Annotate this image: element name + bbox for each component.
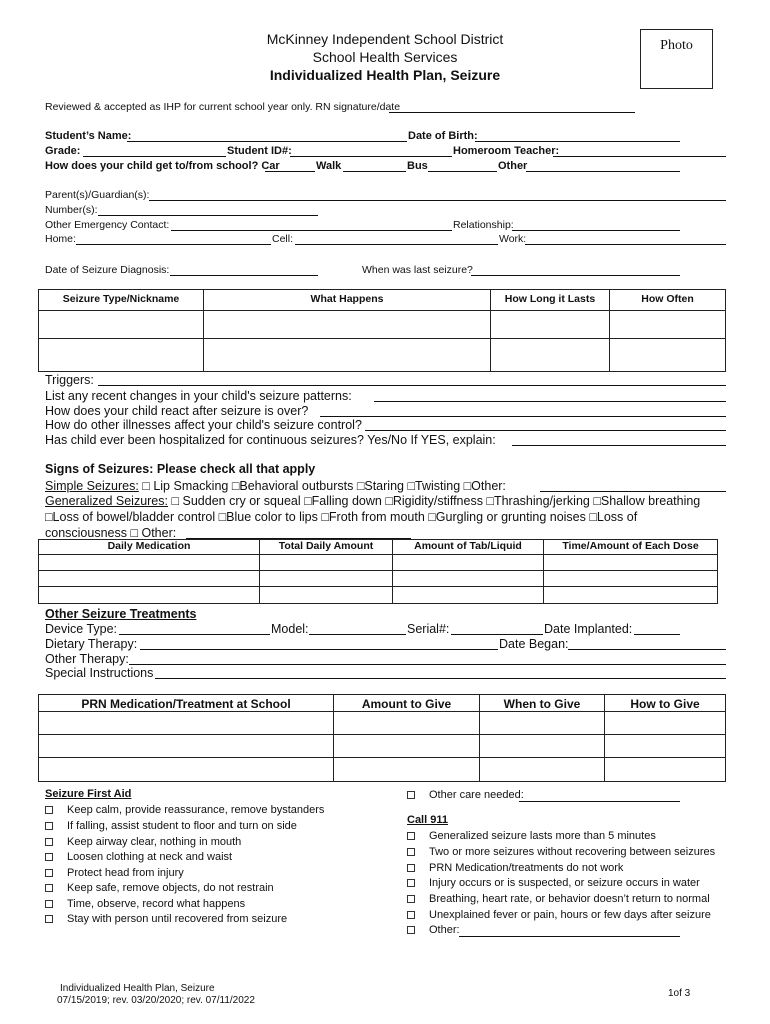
other-therapy-label: Other Therapy:: [45, 652, 129, 666]
checkbox-icon[interactable]: [407, 895, 415, 903]
table-cell[interactable]: [39, 587, 260, 604]
checkbox-icon[interactable]: [407, 879, 415, 887]
list-item-label: Keep safe, remove objects, do not restrain: [67, 882, 274, 894]
model-field[interactable]: [309, 634, 406, 635]
list-item-label: Other:: [429, 924, 460, 936]
diagnosis-date-label: Date of Seizure Diagnosis:: [45, 264, 170, 276]
teacher-label: Homeroom Teacher:: [453, 145, 560, 157]
first-aid-title: Seizure First Aid: [45, 788, 132, 800]
bus-label: Bus: [407, 160, 428, 172]
table-cell[interactable]: [204, 311, 491, 339]
table-cell[interactable]: [605, 758, 726, 782]
treatments-title: Other Seizure Treatments: [45, 607, 197, 621]
list-item: [45, 836, 241, 848]
triggers-label: Triggers:: [45, 373, 94, 387]
list-item-label: Keep calm, provide reassurance, remove bystanders: [67, 804, 325, 816]
special-instructions-field[interactable]: [155, 678, 726, 679]
checkbox-icon[interactable]: [45, 900, 53, 908]
simple-other-field[interactable]: [540, 491, 726, 492]
table-cell[interactable]: [491, 339, 610, 372]
table-cell[interactable]: [393, 555, 544, 571]
triggers-field[interactable]: [98, 385, 726, 386]
after-seizure-field[interactable]: [320, 416, 726, 417]
list-item: [407, 846, 715, 858]
checkbox-icon[interactable]: [407, 848, 415, 856]
checkbox-icon[interactable]: [407, 911, 415, 919]
photo-label: Photo: [660, 38, 693, 53]
other-therapy-field[interactable]: [129, 664, 726, 665]
checkbox-icon[interactable]: [45, 806, 53, 814]
table-cell[interactable]: [260, 555, 393, 571]
list-item-label: Generalized seizure lasts more than 5 minutes: [429, 830, 656, 842]
table-cell[interactable]: [260, 571, 393, 587]
checkbox-icon[interactable]: [45, 884, 53, 892]
generalized-seizures-options: Sudden cry or squeal □Falling down □Rigidity/stiffness □Thrashing/jerking □Shallow breathing: [182, 494, 701, 508]
daily-medication-table: [38, 539, 718, 604]
department-name: School Health Services: [312, 49, 458, 65]
emergency-contact-field[interactable]: [171, 230, 452, 231]
special-instructions-label: Special Instructions: [45, 666, 154, 680]
guardians-label: Parent(s)/Guardian(s):: [45, 189, 150, 201]
how-long-header: How Long it Lasts: [491, 290, 610, 311]
table-cell[interactable]: [39, 758, 334, 782]
how-to-give-header: How to Give: [605, 695, 726, 712]
cell-phone-label: Cell:: [272, 233, 294, 245]
date-implanted-label: Date Implanted:: [544, 622, 633, 636]
relationship-field[interactable]: [512, 230, 680, 231]
other-transport-field[interactable]: [526, 171, 680, 172]
table-row: [39, 758, 726, 782]
when-to-give-header: When to Give: [480, 695, 605, 712]
serial-field[interactable]: [451, 634, 543, 635]
review-statement: Reviewed & accepted as IHP for current school year only. RN signature/date: [45, 101, 401, 113]
table-cell[interactable]: [39, 712, 334, 735]
checkbox-icon[interactable]: □: [171, 494, 180, 508]
table-cell[interactable]: [393, 587, 544, 604]
table-cell[interactable]: [544, 555, 718, 571]
list-item: [45, 820, 297, 832]
dob-label: Date of Birth:: [408, 130, 478, 142]
list-item-label: Loosen clothing at neck and waist: [67, 851, 233, 863]
list-item-label: Keep airway clear, nothing in mouth: [67, 836, 242, 848]
student-name-label: Student’s Name:: [45, 130, 132, 142]
table-cell[interactable]: [491, 311, 610, 339]
checkbox-icon[interactable]: [45, 838, 53, 846]
teacher-field[interactable]: [553, 156, 726, 157]
list-item-label: Injury occurs or is suspected, or seizure occurs in water: [429, 877, 700, 889]
checkbox-icon[interactable]: [407, 926, 415, 934]
dob-field[interactable]: [475, 141, 680, 142]
district-name: McKinney Independent School District: [266, 31, 504, 47]
table-cell[interactable]: [39, 571, 260, 587]
table-cell[interactable]: [260, 587, 393, 604]
table-cell[interactable]: [334, 758, 480, 782]
table-cell[interactable]: [544, 571, 718, 587]
total-daily-amount-header: Total Daily Amount: [260, 540, 393, 555]
prn-medication-header: PRN Medication/Treatment at School: [39, 695, 334, 712]
table-row: [39, 587, 718, 604]
list-item: [45, 867, 184, 879]
other-care-field[interactable]: [519, 801, 680, 802]
prn-medication-table: [38, 694, 726, 782]
last-seizure-field[interactable]: [471, 275, 680, 276]
list-item-label: PRN Medication/treatments do not work: [429, 862, 624, 874]
student-id-label: Student ID#:: [227, 145, 292, 157]
table-cell[interactable]: [204, 339, 491, 372]
home-phone-label: Home:: [45, 233, 76, 245]
signs-title: Signs of Seizures: Please check all that apply: [45, 462, 316, 476]
model-label: Model:: [271, 622, 309, 636]
other-care-label: Other care needed:: [429, 789, 524, 801]
student-id-field[interactable]: [290, 156, 452, 157]
table-cell[interactable]: [610, 311, 726, 339]
table-cell[interactable]: [39, 555, 260, 571]
illness-effect-field[interactable]: [365, 430, 726, 431]
date-began-field[interactable]: [568, 649, 726, 650]
table-row: [39, 311, 726, 339]
cell-phone-field[interactable]: [295, 244, 498, 245]
diagnosis-date-field[interactable]: [170, 275, 318, 276]
simple-seizures-label: Simple Seizures:: [45, 479, 139, 493]
table-cell[interactable]: [480, 758, 605, 782]
table-cell[interactable]: [544, 587, 718, 604]
checkbox-icon[interactable]: [45, 869, 53, 877]
list-item-label: Unexplained fever or pain, hours or few days after seizure: [429, 909, 711, 921]
table-cell[interactable]: [480, 712, 605, 735]
list-item: [45, 898, 245, 910]
list-item-label: Stay with person until recovered from seizure: [67, 913, 288, 925]
footer-title: Individualized Health Plan, Seizure: [60, 983, 215, 994]
list-item-label: Two or more seizures without recovering between seizures: [429, 846, 716, 858]
other-transport-label: Other: [498, 160, 528, 172]
list-item-label: Breathing, heart rate, or behavior doesn’t return to normal: [429, 893, 710, 905]
after-seizure-label: How does your child react after seizure is over?: [45, 404, 309, 418]
table-row: [39, 555, 718, 571]
car-field[interactable]: [265, 171, 315, 172]
work-phone-label: Work:: [499, 233, 527, 245]
last-seizure-label: When was last seizure?: [362, 264, 473, 276]
table-row: [39, 712, 726, 735]
emergency-contact-label: Other Emergency Contact:: [45, 219, 170, 231]
recent-changes-label: List any recent changes in your child's seizure patterns:: [45, 389, 352, 403]
walk-field[interactable]: [343, 171, 406, 172]
list-item: [407, 909, 711, 921]
device-type-label: Device Type:: [45, 622, 118, 636]
list-item-label: If falling, assist student to floor and turn on side: [67, 820, 297, 832]
table-cell[interactable]: [605, 712, 726, 735]
seizure-type-header: Seizure Type/Nickname: [39, 290, 204, 311]
other-care-row: [407, 789, 524, 801]
generalized-seizures-row: [45, 494, 700, 508]
how-often-header: How Often: [610, 290, 726, 311]
checkbox-icon[interactable]: [45, 822, 53, 830]
checkbox-icon[interactable]: [407, 864, 415, 872]
list-item: [45, 804, 324, 816]
relationship-label: Relationship:: [453, 219, 514, 231]
list-item: [45, 882, 274, 894]
list-item-label: Protect head from injury: [67, 867, 184, 879]
checkbox-icon[interactable]: □: [142, 479, 150, 493]
list-item-label: Time, observe, record what happens: [67, 898, 246, 910]
device-type-field[interactable]: [119, 634, 270, 635]
list-item: [45, 851, 232, 863]
amount-tab-liquid-header: Amount of Tab/Liquid: [393, 540, 544, 555]
call-911-other-field[interactable]: [459, 936, 680, 937]
date-began-label: Date Began:: [499, 637, 569, 651]
grade-field[interactable]: [83, 156, 226, 157]
photo-box: [640, 29, 713, 89]
checkbox-icon[interactable]: [45, 853, 53, 861]
table-cell[interactable]: [39, 311, 204, 339]
list-item: [407, 877, 700, 889]
grade-label: Grade:: [45, 145, 81, 157]
seizure-type-table: [38, 289, 726, 372]
table-cell[interactable]: [610, 339, 726, 372]
student-name-field[interactable]: [127, 141, 407, 142]
hospitalized-label: Has child ever been hospitalized for continuous seizures? Yes/No If YES, explain:: [45, 433, 496, 447]
list-item: [45, 913, 287, 925]
guardians-field[interactable]: [149, 200, 726, 201]
table-cell[interactable]: [480, 735, 605, 758]
table-cell[interactable]: [39, 735, 334, 758]
checkbox-icon[interactable]: [407, 791, 415, 799]
numbers-field[interactable]: [98, 215, 318, 216]
numbers-label: Number(s):: [45, 204, 98, 216]
checkbox-icon[interactable]: [407, 832, 415, 840]
list-item: [407, 830, 656, 842]
work-phone-field[interactable]: [525, 244, 726, 245]
call-911-title: Call 911: [407, 814, 448, 826]
transport-label: How does your child get to/from school? Car: [45, 160, 280, 172]
recent-changes-field[interactable]: [374, 401, 726, 402]
checkbox-icon[interactable]: [45, 915, 53, 923]
signs-options-line3: □Loss of bowel/bladder control □Blue color to lips □Froth from mouth □Gurgling or grunting noises □Loss of: [45, 510, 638, 524]
daily-medication-header: Daily Medication: [39, 540, 260, 555]
table-cell[interactable]: [605, 735, 726, 758]
simple-seizures-options: Lip Smacking □Behavioral outbursts □Staring □Twisting □Other:: [153, 479, 506, 493]
table-row: [39, 339, 726, 372]
footer-revision-dates: 07/15/2019; rev. 03/20/2020; rev. 07/11/2022: [57, 995, 255, 1006]
walk-label: Walk: [316, 160, 342, 172]
table-cell[interactable]: [334, 735, 480, 758]
home-phone-field[interactable]: [76, 244, 271, 245]
list-item: [407, 893, 710, 905]
what-happens-header: What Happens: [204, 290, 491, 311]
dietary-therapy-field[interactable]: [140, 649, 498, 650]
serial-label: Serial#:: [407, 622, 450, 636]
list-item: [407, 924, 460, 936]
time-amount-header: Time/Amount of Each Dose: [544, 540, 718, 555]
page-number: 1of 3: [668, 988, 691, 999]
list-item: [407, 862, 623, 874]
dietary-therapy-label: Dietary Therapy:: [45, 637, 138, 651]
simple-seizures-row: [45, 479, 506, 493]
table-row: [39, 735, 726, 758]
table-cell[interactable]: [334, 712, 480, 735]
table-row: [39, 571, 718, 587]
signs-options-line4: consciousness □ Other:: [45, 526, 177, 540]
table-cell[interactable]: [39, 339, 204, 372]
illness-effect-label: How do other illnesses affect your child's seizure control?: [45, 418, 362, 432]
date-implanted-field[interactable]: [634, 634, 680, 635]
table-cell[interactable]: [393, 571, 544, 587]
bus-field[interactable]: [428, 171, 497, 172]
page-title: Individualized Health Plan, Seizure: [269, 67, 501, 83]
hospitalized-field[interactable]: [512, 445, 726, 446]
rn-signature-field[interactable]: [389, 112, 635, 113]
generalized-seizures-label: Generalized Seizures:: [45, 494, 168, 508]
amount-to-give-header: Amount to Give: [334, 695, 480, 712]
